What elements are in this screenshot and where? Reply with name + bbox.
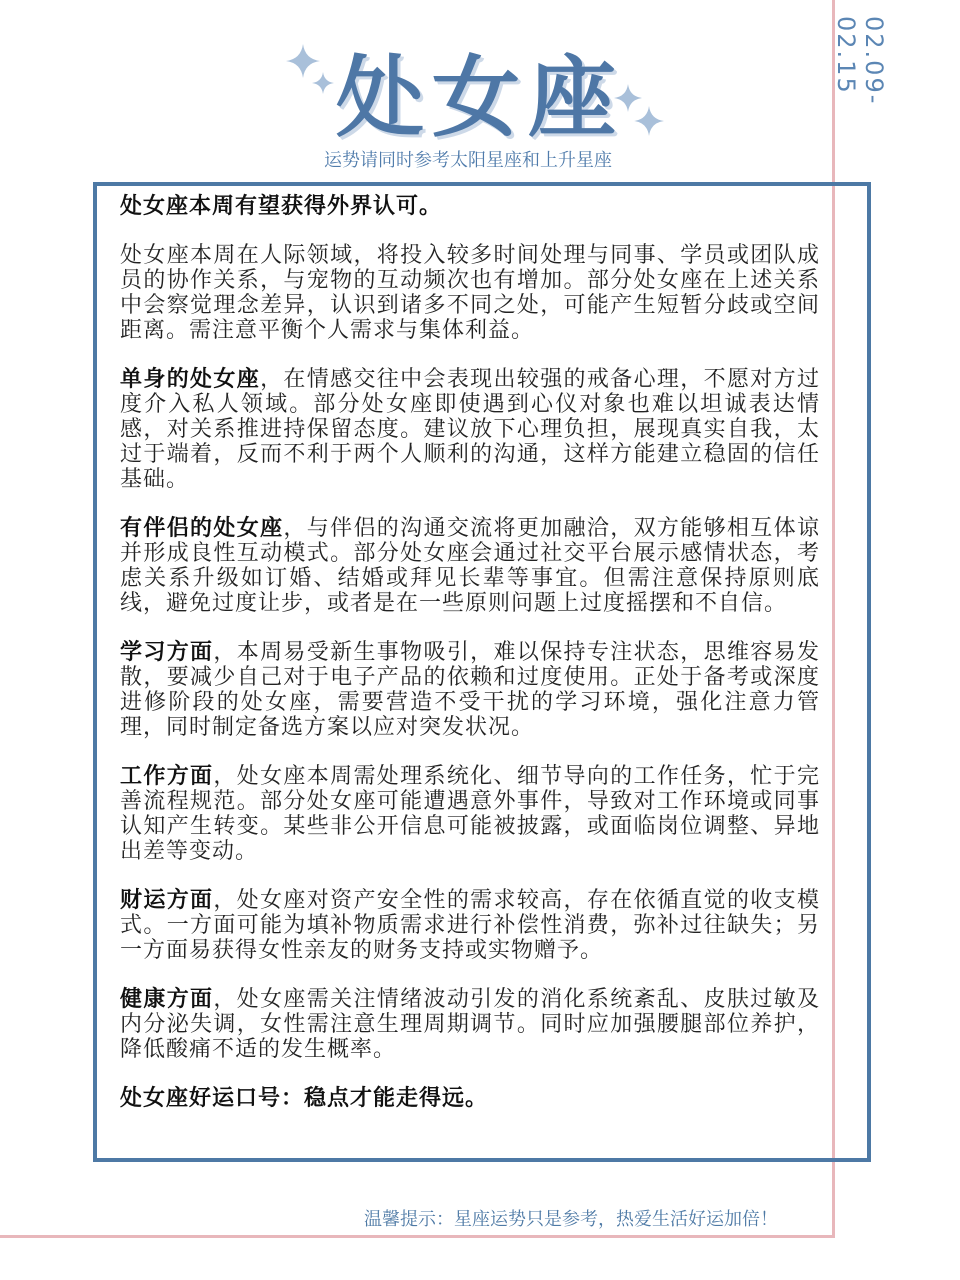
section-text: ，在情感交往中会表现出较强的戒备心理，不愿对方过度介入私人领域。部分处女座即使遇到心仪对象也难以坦诚表达情感，对关系推进持保留态度。建议放下心理负担，展现真实自我，太过于端着，反而不利于两个人顺利的沟通，这样方能建立稳固的信任基础。 xyxy=(120,367,820,492)
section-single xyxy=(120,367,820,492)
section-work xyxy=(120,764,820,864)
intro-paragraph: 处女座本周在人际领域，将投入较多时间处理与同事、学员或团队成员的协作关系，与宠物的互动频次也有增加。部分处女座在上述关系中会察觉理念差异，认识到诸多不同之处，可能产生短暂分歧或空间距离。需注意平衡个人需求与集体利益。 xyxy=(120,243,820,343)
section-text: ，处女座本周需处理系统化、细节导向的工作任务，忙于完善流程规范。部分处女座可能遭遇意外事件，导致对工作环境或同事认知产生转变。某些非公开信息可能被披露，或面临岗位调整、异地出差等变动。 xyxy=(120,764,820,864)
section-study xyxy=(120,640,820,740)
section-label: 有伴侣的处女座 xyxy=(120,516,284,541)
page-subtitle: 运势请同时参考太阳星座和上升星座 xyxy=(324,150,612,171)
footer-tip: 温馨提示：星座运势只是参考，热爱生活好运加倍！ xyxy=(364,1209,778,1230)
section-label: 学习方面 xyxy=(120,640,214,665)
section-label: 财运方面 xyxy=(120,888,214,913)
section-text: ，处女座需关注情绪波动引发的消化系统紊乱、皮肤过敏及内分泌失调，女性需注意生理周期调节。同时应加强腰腿部位养护，降低酸痛不适的发生概率。 xyxy=(120,987,820,1062)
section-wealth xyxy=(120,888,820,963)
page-title: 处女座 xyxy=(335,46,624,149)
section-label: 健康方面 xyxy=(120,987,214,1012)
headline: 处女座本周有望获得外界认可。 xyxy=(120,194,443,219)
lucky-slogan: 处女座好运口号：稳点才能走得远。 xyxy=(120,1086,489,1111)
section-label: 工作方面 xyxy=(120,764,214,789)
section-couple xyxy=(120,516,820,616)
section-text: ，本周易受新生事物吸引，难以保持专注状态，思维容易发散，要减少自己对于电子产品的依赖和过度使用。正处于备考或深度进修阶段的处女座，需要营造不受干扰的学习环境，强化注意力管理，同时制定备选方案以应对突发状况。 xyxy=(120,640,820,740)
section-label: 单身的处女座 xyxy=(120,367,261,392)
section-text: ，与伴侣的沟通交流将更加融洽，双方能够相互体谅并形成良性互动模式。部分处女座会通过社交平台展示感情状态，考虑关系升级如订婚、结婚或拜见长辈等事宜。但需注意保持原则底线，避免过度让步，或者是在一些原则问题上过度摇摆和不自信。 xyxy=(120,516,820,616)
date-range: 02.09-02.15 xyxy=(832,16,888,106)
pink-horizontal-line xyxy=(0,1235,835,1238)
section-text: ，处女座对资产安全性的需求较高，存在依循直觉的收支模式。一方面可能为填补物质需求进行补偿性消费，弥补过往缺失；另一方面易获得女性亲友的财务支持或实物赠予。 xyxy=(120,888,820,963)
horoscope-content xyxy=(120,194,820,1135)
section-health xyxy=(120,987,820,1062)
